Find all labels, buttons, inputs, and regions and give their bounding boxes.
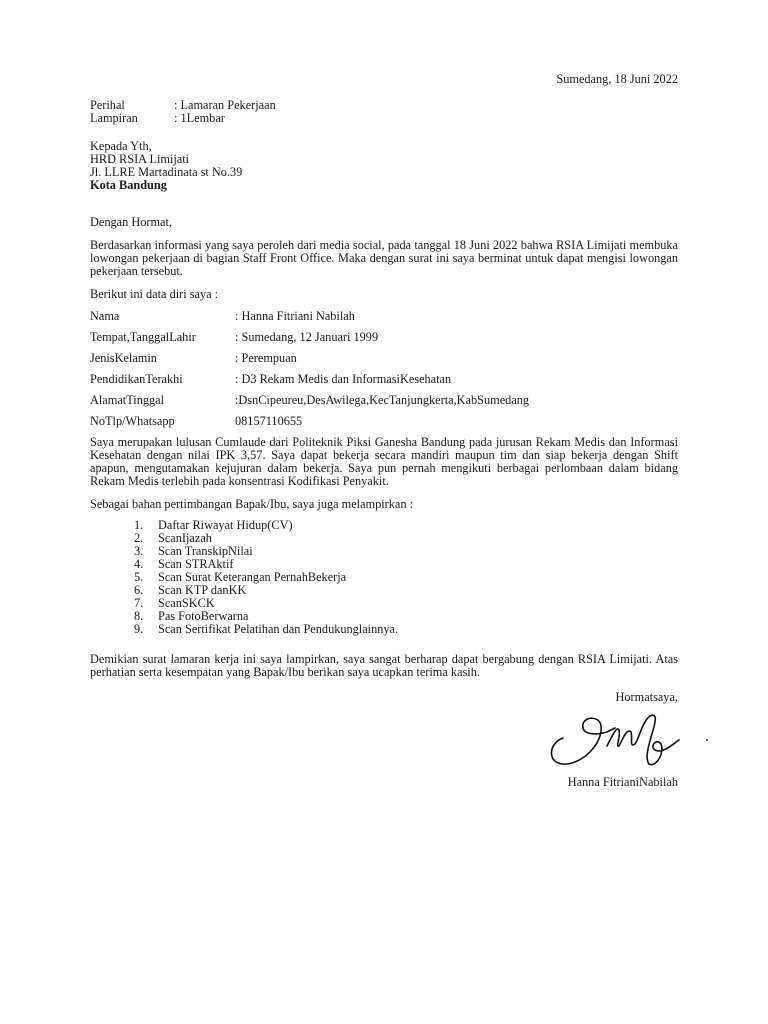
- data-label: PendidikanTerakhi: [90, 372, 183, 386]
- data-value: : Hanna Fitriani Nabilah: [235, 309, 355, 323]
- personal-data-table: [90, 310, 678, 436]
- recipient-city: Kota Bandung: [90, 178, 167, 192]
- list-text: Scan STRAktif: [158, 557, 234, 571]
- data-row: [90, 310, 678, 331]
- intro-paragraph: Berdasarkan informasi yang saya peroleh dari media social, pada tanggal 18 Juni 2022 bahwa RSIA Limijati membuka lowongan pekerjaan di bagian Staff Front Office. Maka dengan surat ini saya berminat untuk dapat mengisi lowongan pekerjaan tersebut.: [90, 238, 678, 278]
- data-value: : Sumedang, 12 Januari 1999: [235, 330, 379, 344]
- greeting: Dengan Hormat,: [90, 215, 172, 229]
- data-row: [90, 331, 678, 352]
- list-number: 8.: [134, 609, 144, 623]
- list-number: 3.: [134, 544, 144, 558]
- meta-row-lampiran: [90, 112, 276, 125]
- recipient-line: Kepada Yth,: [90, 139, 152, 153]
- place-date: Sumedang, 18 Juni 2022: [556, 72, 678, 86]
- data-label: JenisKelamin: [90, 351, 157, 365]
- list-text: Scan Surat Keterangan PernahBekerja: [158, 570, 347, 584]
- closing-salutation: Hormatsaya,: [615, 690, 678, 704]
- closing-paragraph: Demikian surat lamaran kerja ini saya lampirkan, saya sangat berharap dapat bergabung dengan RSIA Limijati. Atas perhatian serta kesempatan yang Bapak/Ibu berikan saya ucapkan terima kasih.: [90, 652, 678, 679]
- list-text: ScanIjazah: [158, 531, 212, 545]
- list-text: Pas FotoBerwarna: [158, 609, 249, 623]
- meta-label: Lampiran: [90, 111, 138, 125]
- list-text: Daftar Riwayat Hidup(CV): [158, 518, 293, 532]
- list-text: Scan Sertifikat Pelatihan dan Pendukunglainnya.: [158, 622, 399, 636]
- list-text: ScanSKCK: [158, 596, 215, 610]
- data-label: NoTlp/Whatsapp: [90, 414, 175, 428]
- data-value: 08157110655: [235, 414, 303, 428]
- letter-meta: [90, 99, 276, 125]
- list-item: [134, 584, 678, 597]
- list-number: 9.: [134, 622, 144, 636]
- meta-label: Perihal: [90, 98, 125, 112]
- letter-body: [90, 216, 678, 679]
- list-number: 7.: [134, 596, 144, 610]
- data-row: [90, 415, 678, 436]
- signatory-name: Hanna FitrianiNabilah: [567, 775, 678, 789]
- data-value: : Perempuan: [235, 351, 297, 365]
- list-number: 4.: [134, 557, 144, 571]
- list-number: 6.: [134, 583, 144, 597]
- handwritten-signature: [545, 704, 715, 772]
- meta-value: : 1Lembar: [174, 111, 225, 125]
- qualification-paragraph: Saya merupakan lulusan Cumlaude dari Politeknik Piksi Ganesha Bandung pada jurusan Rekam Medis dan Informasi Kesehatan dengan nilai IPK 3,57. Saya dapat bekerja secara mandiri maupun tim dan siap bekerja dengan Shift apapun, mengutamakan kejujuran dalam bekerja. Saya pun pernah mengikuti berbagai perlombaan dalam bidang Rekam Medis terlebih pada konsentrasi Kodifikasi Penyakit.: [90, 435, 678, 488]
- list-number: 2.: [134, 531, 144, 545]
- data-row: [90, 373, 678, 394]
- recipient-line: Jl. LLRE Martadinata st No.39: [90, 165, 243, 179]
- list-number: 5.: [134, 570, 144, 584]
- data-value: :DsnCipeureu,DesAwilega,KecTanjungkerta,KabSumedang: [235, 393, 530, 407]
- data-intro: Berikut ini data diri saya :: [90, 287, 219, 301]
- data-label: Nama: [90, 309, 120, 323]
- data-row: [90, 394, 678, 415]
- recipient-line: HRD RSIA Limijati: [90, 152, 190, 166]
- attachment-list: [134, 519, 678, 636]
- meta-value: : Lamaran Pekerjaan: [174, 98, 276, 112]
- list-text: Scan KTP danKK: [158, 583, 247, 597]
- list-text: Scan TranskipNilai: [158, 544, 253, 558]
- list-item: [134, 623, 678, 636]
- list-item: [134, 519, 678, 532]
- list-number: 1.: [134, 518, 144, 532]
- recipient-address: [90, 140, 242, 192]
- data-label: AlamatTinggal: [90, 393, 165, 407]
- data-label: Tempat,TanggalLahir: [90, 330, 196, 344]
- attachments-intro: Sebagai bahan pertimbangan Bapak/Ibu, saya juga melampirkan :: [90, 497, 414, 511]
- data-value: : D3 Rekam Medis dan InformasiKesehatan: [235, 372, 452, 386]
- data-row: [90, 352, 678, 373]
